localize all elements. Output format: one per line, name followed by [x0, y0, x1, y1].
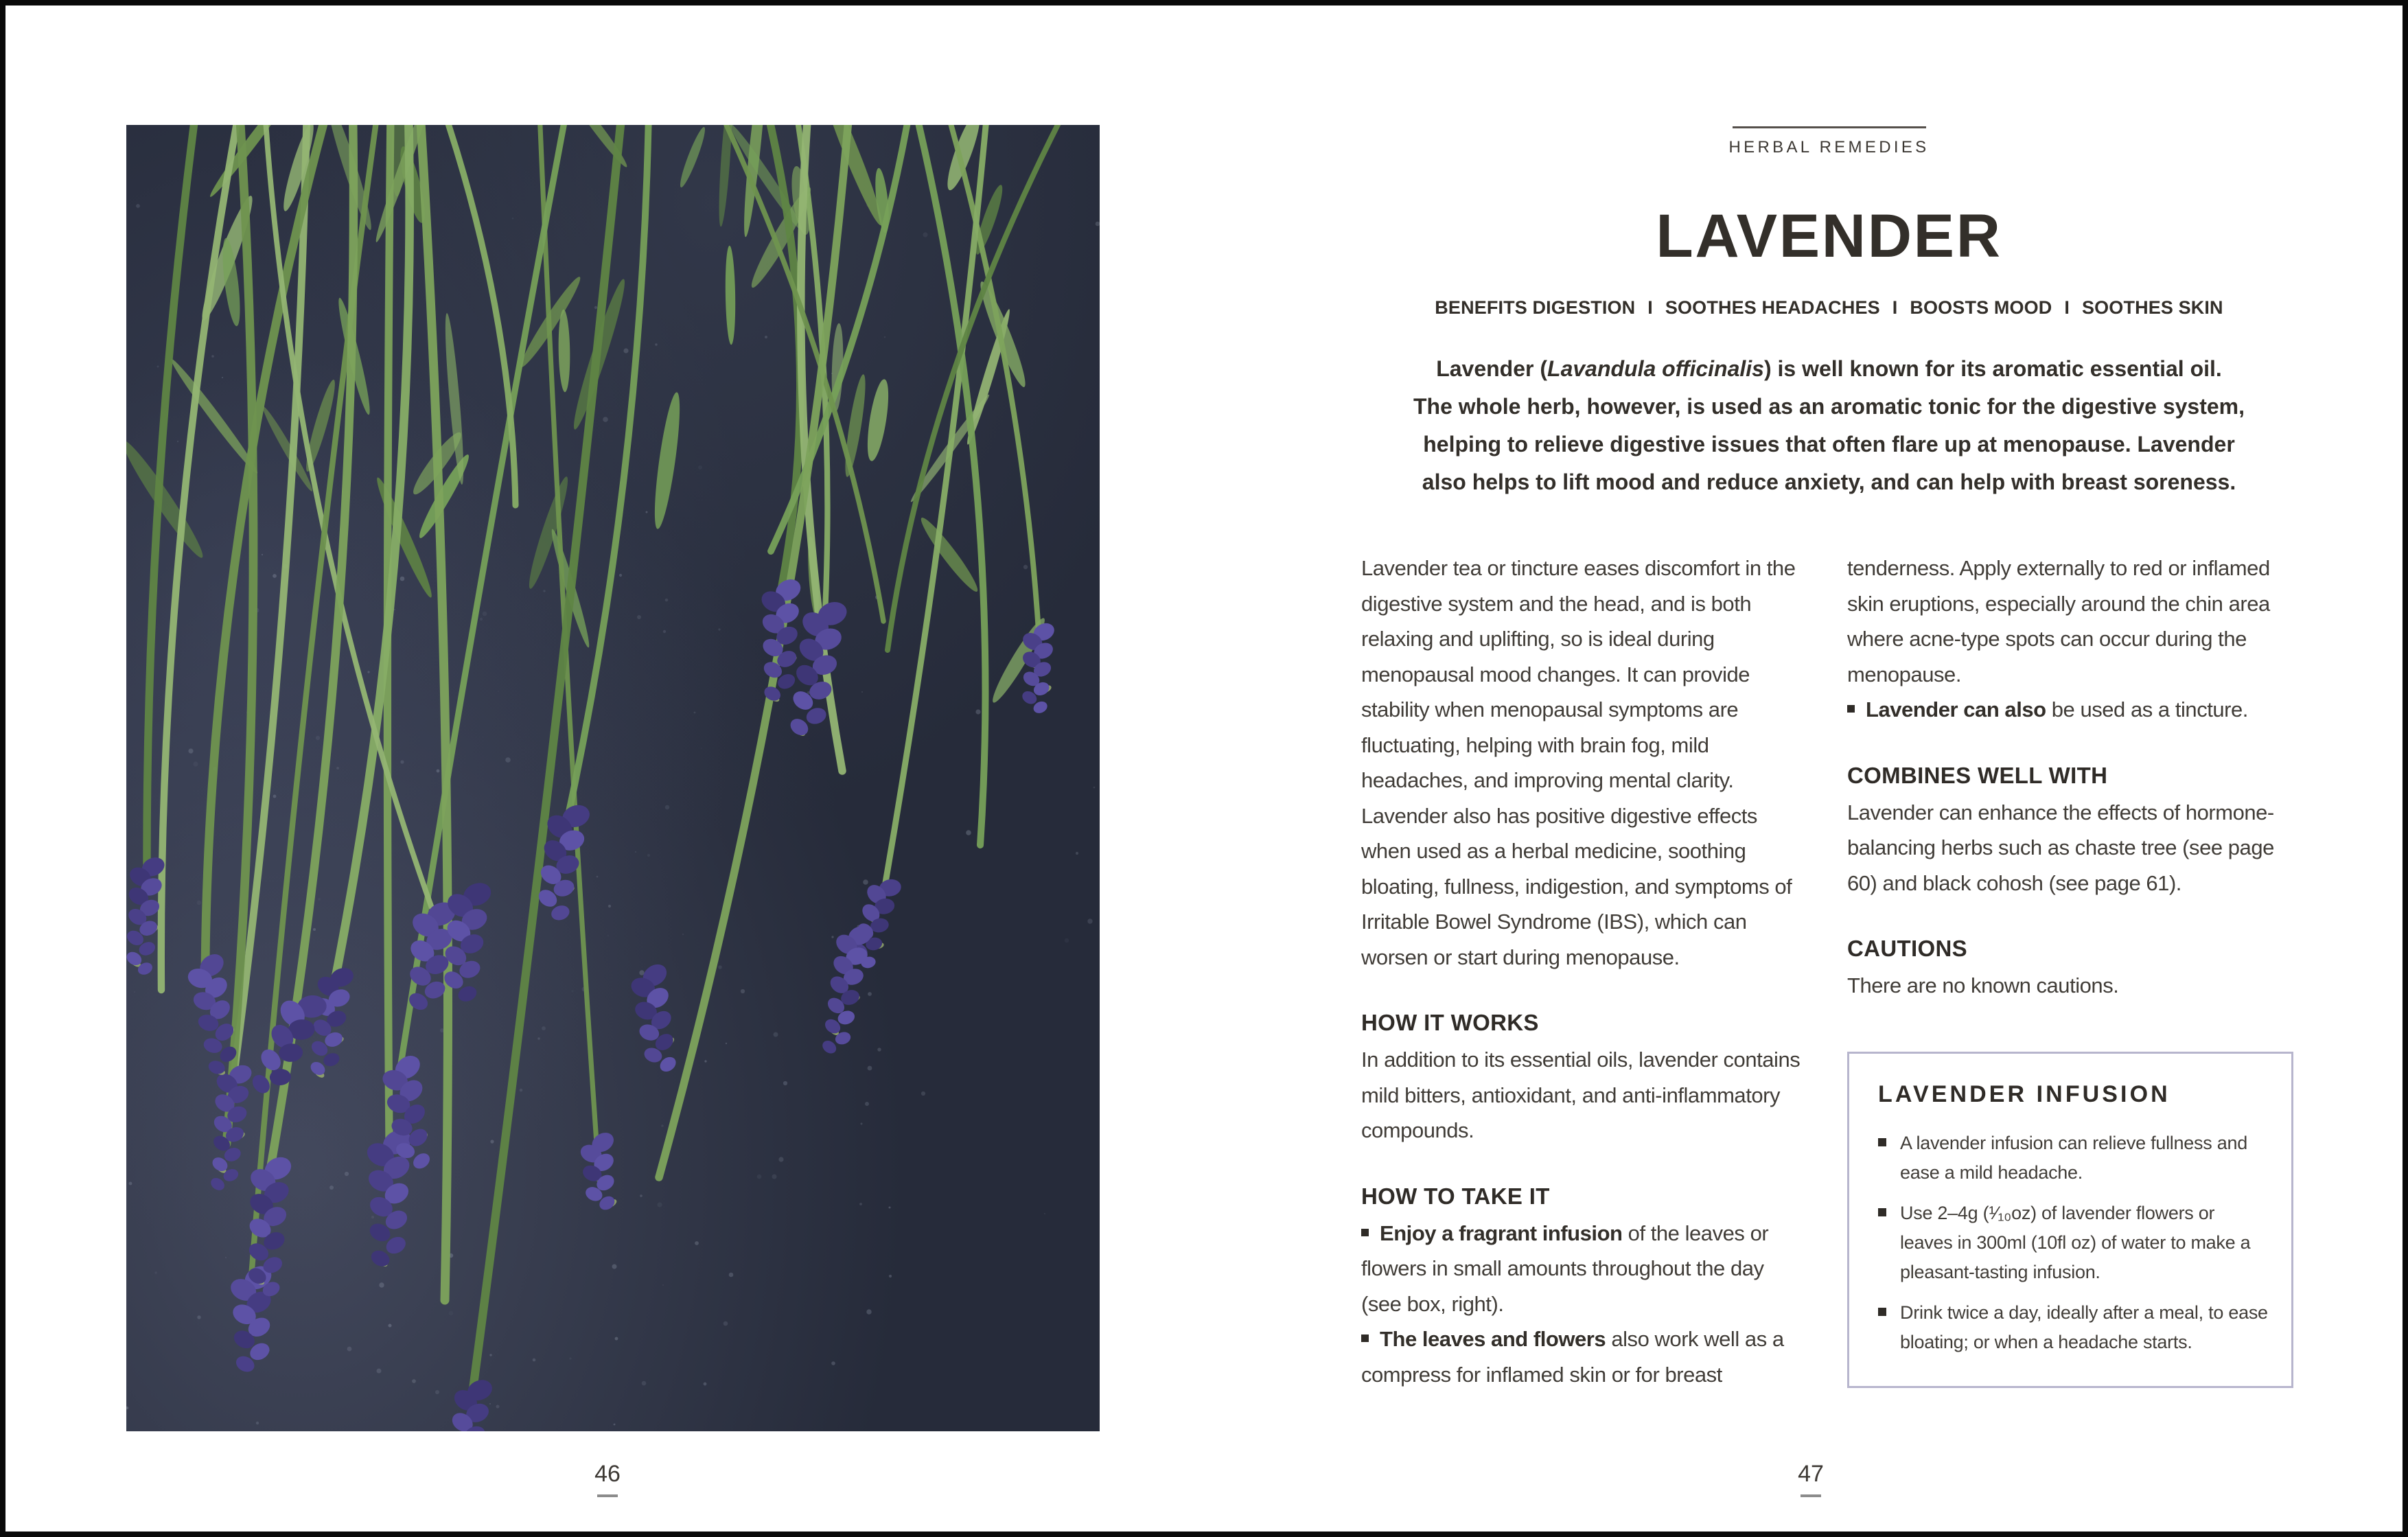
- lavender-infusion-box: [1847, 1052, 2293, 1388]
- right-page-number-value: 47: [1798, 1461, 1824, 1487]
- square-bullet-icon: [1878, 1138, 1886, 1146]
- section-kicker: HERBAL REMEDIES: [1728, 138, 1930, 157]
- square-bullet-icon: [1361, 1229, 1369, 1236]
- infusion-bullet: A lavender infusion can relieve fullness and ease a mild headache.: [1878, 1129, 2269, 1188]
- right-page: [1361, 5, 2297, 1392]
- benefit-separator: I: [1892, 297, 1898, 318]
- benefit-item: BOOSTS MOOD: [1910, 297, 2052, 318]
- body-paragraph: Lavender tea or tincture eases discomfort in the digestive system and the head, and is both relaxing and uplifting, so is ideal during menopausal mood changes. It can provide stability when menopausal symptoms are fluctuating, helping with brain fog, mild headaches, and improving mental clarity. Lavender also has positive digestive effects when used as a herbal medicine, soothing bloating, fullness, indigestion, and symptoms of Irritable Bowel Syndrome (IBS), which can worsen or start during menopause.: [1361, 556, 1796, 969]
- cautions-body: There are no known cautions.: [1847, 973, 2119, 997]
- infusion-bullet: Use 2–4g (¹⁄₁₀oz) of lavender flowers or leaves in 300ml (10fl oz) of water to make a pleasant-tasting infusion.: [1878, 1199, 2269, 1287]
- latin-name: Lavandula officinalis: [1547, 356, 1764, 381]
- page-title: LAVENDER: [1656, 201, 2002, 270]
- square-bullet-icon: [1847, 705, 1855, 713]
- combines-heading: COMBINES WELL WITH: [1847, 762, 2108, 788]
- benefit-separator: I: [2064, 297, 2070, 318]
- left-text-column: [1361, 551, 1809, 1392]
- left-page-number-value: 46: [594, 1461, 621, 1487]
- infusion-bullet: Drink twice a day, ideally after a meal, to ease bloating; or when a headache starts.: [1878, 1298, 2269, 1357]
- right-page-number: [1756, 1461, 1866, 1497]
- infusion-box-title: LAVENDER INFUSION: [1878, 1080, 2170, 1107]
- right-text-column: [1847, 551, 2295, 1392]
- benefit-item: BENEFITS DIGESTION: [1435, 297, 1636, 318]
- intro-line-2: The whole herb, however, is used as an aromatic tonic for the digestive system,: [1413, 394, 2245, 419]
- body-columns: [1361, 551, 2297, 1392]
- how-to-take-heading: HOW TO TAKE IT: [1361, 1183, 1550, 1209]
- benefit-item: SOOTHES HEADACHES: [1665, 297, 1880, 318]
- body-paragraph: tenderness. Apply externally to red or inflamed skin eruptions, especially around the chin area where acne-type spots can occur during the menopause.: [1847, 556, 2270, 686]
- cautions-heading: CAUTIONS: [1847, 936, 1967, 961]
- page-number-rule: [1801, 1494, 1821, 1497]
- benefits-line: [1361, 297, 2297, 319]
- intro-line-4: also helps to lift mood and reduce anxiety, and can help with breast soreness.: [1422, 470, 2236, 494]
- square-bullet-icon: [1361, 1334, 1369, 1342]
- combines-body: Lavender can enhance the effects of hormone-balancing herbs such as chaste tree (see page 60) and black cohosh (see page 61).: [1847, 800, 2274, 895]
- intro-line-1: Lavender (Lavandula officinalis) is well known for its aromatic essential oil.: [1436, 356, 2222, 381]
- left-page-number: [553, 1461, 662, 1497]
- bullet-item: The leaves and flowers also work well as a compress for inflamed skin or for breast: [1361, 1327, 1784, 1387]
- lavender-photo: [126, 125, 1100, 1431]
- lavender-illustration: [126, 125, 1100, 1431]
- bullet-item: Lavender can also be used as a tincture.: [1847, 692, 2295, 728]
- bullet-item: Enjoy a fragrant infusion of the leaves or flowers in small amounts throughout the day (see box, right).: [1361, 1221, 1769, 1316]
- intro-paragraph: [1361, 350, 2297, 501]
- kicker-rule: [1733, 126, 1926, 128]
- page-number-rule: [597, 1494, 618, 1497]
- benefit-item: SOOTHES SKIN: [2082, 297, 2223, 318]
- how-it-works-body: In addition to its essential oils, lavender contains mild bitters, antioxidant, and anti-inflammatory compounds.: [1361, 1048, 1801, 1142]
- benefit-separator: I: [1647, 297, 1653, 318]
- how-it-works-heading: HOW IT WORKS: [1361, 1010, 1539, 1035]
- intro-line-3: helping to relieve digestive issues that often flare up at menopause. Lavender: [1423, 432, 2235, 457]
- square-bullet-icon: [1878, 1208, 1886, 1216]
- square-bullet-icon: [1878, 1308, 1886, 1316]
